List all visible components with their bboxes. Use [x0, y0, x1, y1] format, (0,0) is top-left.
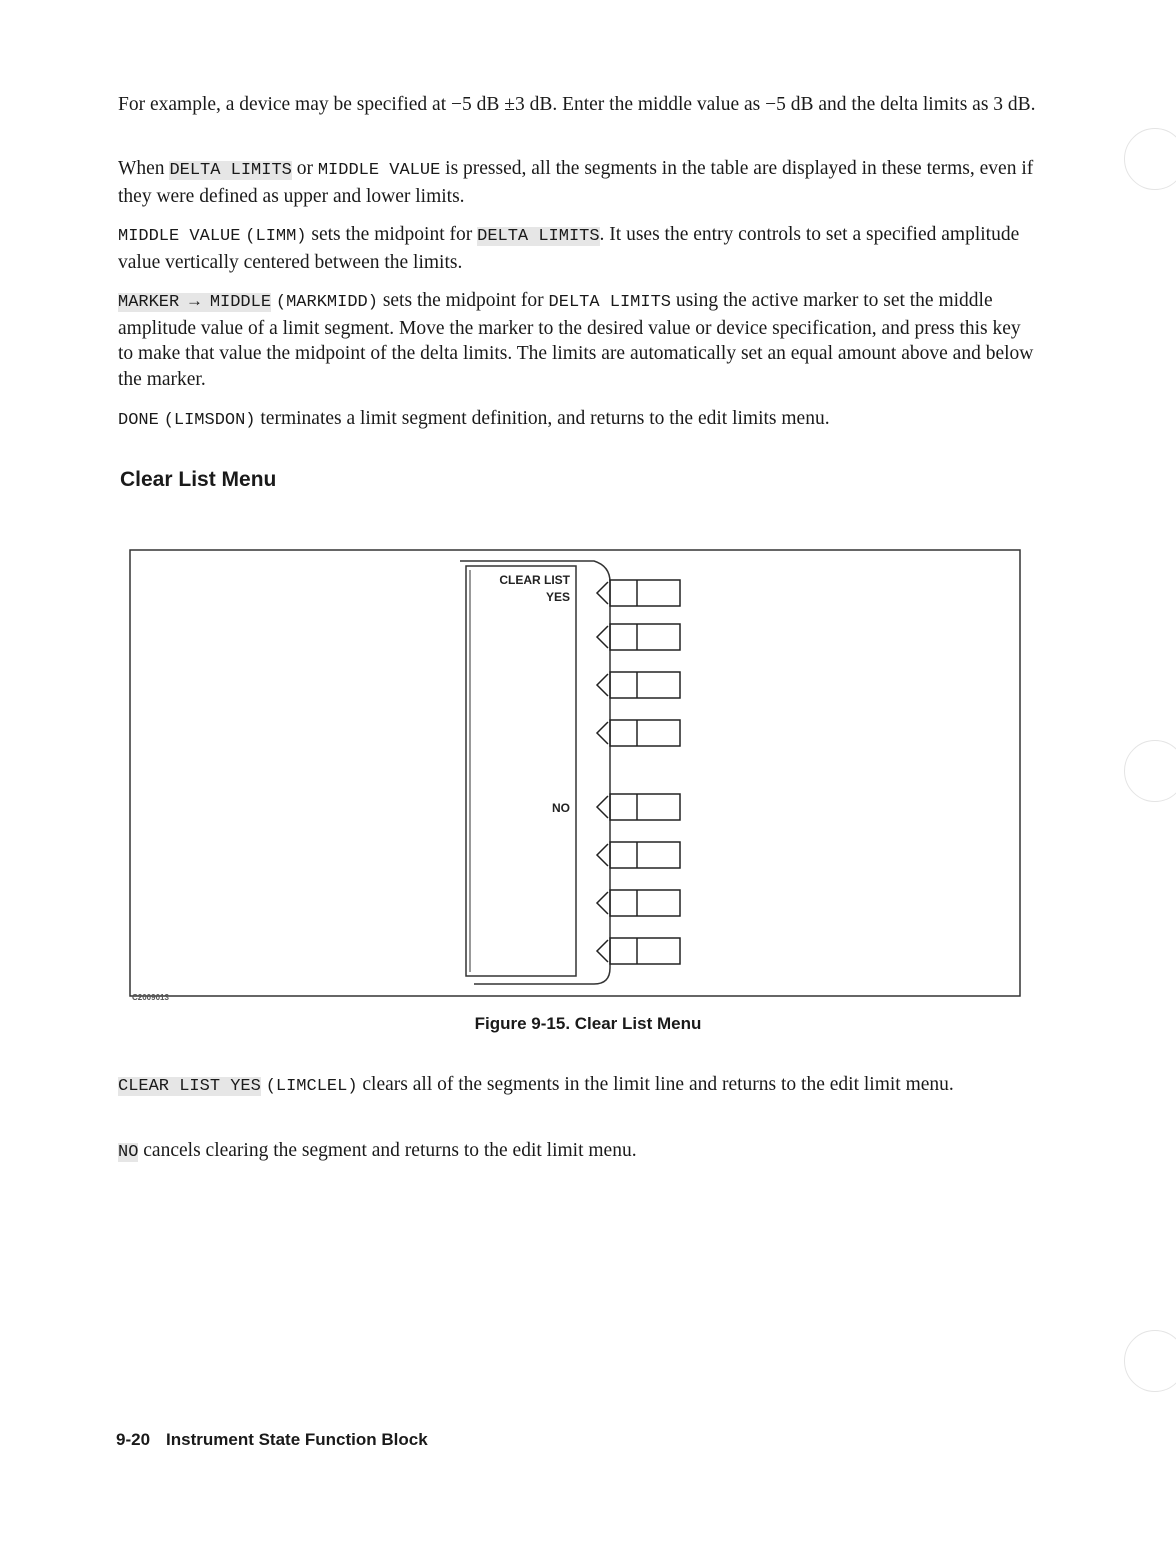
figure-caption: Figure 9-15. Clear List Menu [474, 1014, 702, 1033]
command-mnemonic: (LIMCLEL) [265, 1077, 358, 1096]
softkey-1 [597, 580, 680, 606]
softkey-5 [597, 794, 680, 820]
softkey-7 [597, 890, 680, 916]
softkey-button [610, 720, 680, 746]
softkey-button [610, 580, 680, 606]
paragraph-example [118, 92, 1038, 118]
paragraph-delta-display [118, 156, 1038, 209]
softkey-delta-limits: DELTA LIMITS [169, 161, 292, 180]
softkey-pointer [597, 940, 608, 962]
softkey-button [610, 938, 680, 964]
softkey-button [610, 890, 680, 916]
figure-frame [130, 550, 1020, 996]
chapter-title: Instrument State Function Block [166, 1430, 428, 1449]
softkey-label-no: NO [552, 801, 570, 815]
softkey-done: DONE [118, 411, 159, 430]
softkey-pointer [597, 582, 608, 604]
softkey-pointer [597, 722, 608, 744]
softkey-3 [597, 672, 680, 698]
softkey-panel [466, 566, 576, 976]
paragraph-middle-value [118, 222, 1038, 275]
paragraph-text: For example, a device may be specified at −5 dB ±3 dB. Enter the middle value as −5 dB and the delta limits as 3 dB. [118, 94, 1036, 115]
softkey-label-yes: YES [545, 590, 570, 604]
paragraph-text: cancels clearing the segment and returns to the edit limit menu. [138, 1140, 637, 1161]
page-number: 9-20 [116, 1430, 151, 1449]
paragraph-text: or [291, 158, 318, 179]
paragraph-text: terminates a limit segment definition, and returns to the edit limits menu. [255, 408, 830, 429]
softkey-pointer [597, 626, 608, 648]
softkey-4 [597, 720, 680, 746]
softkey-button [610, 842, 680, 868]
softkey-pointer [597, 674, 608, 696]
figure-id: C2009013 [132, 993, 169, 1002]
paragraph-text: . It uses the entry controls to set a specified amplitude value vertically centered between the limits. [118, 224, 1020, 273]
softkey-button [610, 672, 680, 698]
binder-hole [1124, 740, 1176, 802]
binder-hole [1124, 1330, 1176, 1392]
paragraph-text: clears all of the segments in the limit line and returns to the edit limit menu. [357, 1074, 954, 1095]
command-mnemonic: (MARKMIDD) [275, 293, 378, 312]
command-mnemonic: (LIMSDON) [163, 411, 256, 430]
paragraph-no [118, 1138, 1038, 1166]
softkey-2 [597, 624, 680, 650]
paragraph-text: is pressed, all the segments in the table are displayed in these terms, even if they were defined as upper and lower limits. [118, 158, 1034, 207]
paragraph-clear-list-yes [118, 1072, 1038, 1100]
softkey-marker-middle: MARKER → MIDDLE [118, 293, 272, 312]
paragraph-done [118, 406, 1038, 434]
paragraph-text: sets the midpoint for [306, 224, 478, 245]
section-heading: Clear List Menu [120, 468, 277, 491]
paragraph-marker-middle [118, 288, 1038, 392]
command-mnemonic: (LIMM) [245, 227, 307, 246]
softkey-pointer [597, 844, 608, 866]
binder-hole [1124, 128, 1176, 190]
softkey-middle-value: MIDDLE VALUE [118, 227, 241, 246]
paragraph-text: sets the midpoint for [377, 290, 549, 311]
softkey-clear-list-yes: CLEAR LIST YES [118, 1077, 261, 1096]
paragraph-text: using the active marker to set the middle amplitude value of a limit segment. Move the marker to the desired value or device specification, and press this key to make that value the midpoint of the delta limits. The limits are automatically set an equal amount above and below the marker. [118, 290, 1034, 390]
softkey-6 [597, 842, 680, 868]
softkey-pointer [597, 796, 608, 818]
softkey-delta-limits: DELTA LIMITS [477, 227, 600, 246]
softkey-delta-limits: DELTA LIMITS [548, 293, 671, 312]
softkey-middle-value: MIDDLE VALUE [317, 161, 441, 180]
display-bezel [460, 561, 610, 984]
softkey-button [610, 624, 680, 650]
paragraph-text: When [118, 158, 170, 179]
softkey-no: NO [118, 1143, 139, 1162]
softkey-button [610, 794, 680, 820]
softkey-pointer [597, 892, 608, 914]
page-footer [116, 1430, 428, 1450]
softkey-label-clear-list: CLEAR LIST [499, 573, 570, 587]
softkey-8 [597, 938, 680, 964]
